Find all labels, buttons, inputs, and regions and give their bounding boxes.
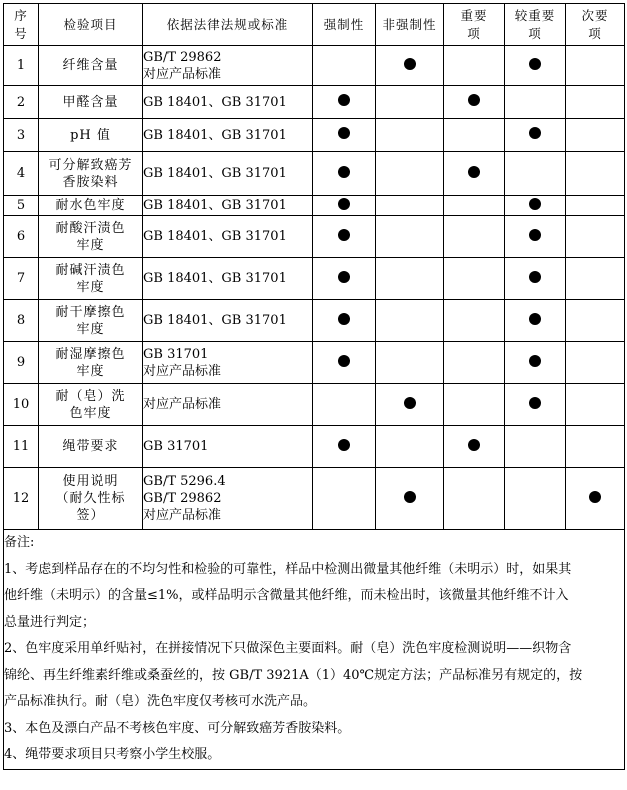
note-line: 2、色牢度采用单纤贴衬，在拼接情况下只做深色主要面料。耐（皂）洗色牢度检测说明——织物含 xyxy=(4,641,572,656)
filled-dot-icon xyxy=(404,58,416,70)
cell-non-mandatory xyxy=(376,86,444,119)
standard-reference xyxy=(143,119,313,152)
cell-mandatory xyxy=(313,342,376,384)
filled-dot-icon xyxy=(529,271,541,283)
cell-fairly-important xyxy=(505,258,566,300)
header-mandatory: 强制性 xyxy=(313,4,376,46)
cell-important xyxy=(444,384,505,426)
standard-reference xyxy=(143,300,313,342)
cell-non-mandatory xyxy=(376,46,444,86)
cell-non-mandatory xyxy=(376,300,444,342)
standard-line: GB 31701 xyxy=(143,439,209,454)
inspection-item: 耐（皂）洗色牢度 xyxy=(39,384,143,426)
row-number: 4 xyxy=(4,152,39,196)
cell-minor xyxy=(566,258,625,300)
filled-dot-icon xyxy=(529,397,541,409)
filled-dot-icon xyxy=(529,355,541,367)
table-row xyxy=(4,342,625,384)
row-number: 7 xyxy=(4,258,39,300)
filled-dot-icon xyxy=(589,491,601,503)
inspection-item: 耐碱汗渍色牢度 xyxy=(39,258,143,300)
cell-non-mandatory xyxy=(376,426,444,468)
cell-minor xyxy=(566,152,625,196)
filled-dot-icon xyxy=(338,127,350,139)
filled-dot-icon xyxy=(529,127,541,139)
cell-fairly-important xyxy=(505,119,566,152)
table-row xyxy=(4,300,625,342)
cell-fairly-important xyxy=(505,384,566,426)
standard-line: GB/T 29862 xyxy=(143,491,222,506)
row-number: 6 xyxy=(4,216,39,258)
cell-mandatory xyxy=(313,216,376,258)
standard-reference xyxy=(143,468,313,530)
standard-line: 对应产品标准 xyxy=(143,363,222,379)
inspection-table-container xyxy=(3,3,624,770)
cell-important xyxy=(444,300,505,342)
cell-non-mandatory xyxy=(376,196,444,216)
standard-line: GB 18401、GB 31701 xyxy=(143,229,287,244)
cell-minor xyxy=(566,216,625,258)
cell-fairly-important xyxy=(505,342,566,384)
header-minor: 次要项 xyxy=(566,4,625,46)
filled-dot-icon xyxy=(529,198,541,210)
standard-line: GB 18401、GB 31701 xyxy=(143,127,287,143)
filled-dot-icon xyxy=(468,439,480,451)
standard-line: 对应产品标准 xyxy=(143,66,222,82)
table-row xyxy=(4,86,625,119)
cell-minor xyxy=(566,300,625,342)
cell-important xyxy=(444,86,505,119)
row-number: 3 xyxy=(4,119,39,152)
row-number: 11 xyxy=(4,426,39,468)
standard-reference xyxy=(143,384,313,426)
standard-reference xyxy=(143,152,313,196)
cell-minor xyxy=(566,342,625,384)
cell-fairly-important xyxy=(505,300,566,342)
cell-important xyxy=(444,426,505,468)
standard-reference xyxy=(143,258,313,300)
inspection-item: pH 值 xyxy=(39,119,143,152)
row-number: 5 xyxy=(4,196,39,216)
standard-reference xyxy=(143,46,313,86)
table-row xyxy=(4,216,625,258)
cell-important xyxy=(444,46,505,86)
row-number: 9 xyxy=(4,342,39,384)
cell-minor xyxy=(566,426,625,468)
table-row xyxy=(4,196,625,216)
standard-line: GB 18401、GB 31701 xyxy=(143,166,287,181)
inspection-item: 绳带要求 xyxy=(39,426,143,468)
standard-line: GB/T 5296.4 xyxy=(143,474,226,489)
inspection-item: 耐干摩擦色牢度 xyxy=(39,300,143,342)
row-number: 2 xyxy=(4,86,39,119)
filled-dot-icon xyxy=(404,397,416,409)
cell-non-mandatory xyxy=(376,258,444,300)
inspection-item: 可分解致癌芳香胺染料 xyxy=(39,152,143,196)
row-number: 12 xyxy=(4,468,39,530)
table-body xyxy=(4,46,625,530)
row-number: 8 xyxy=(4,300,39,342)
filled-dot-icon xyxy=(338,94,350,106)
cell-important xyxy=(444,258,505,300)
filled-dot-icon xyxy=(529,58,541,70)
standard-reference xyxy=(143,86,313,119)
standard-line: GB 18401、GB 31701 xyxy=(143,313,287,328)
header-non-mandatory: 非强制性 xyxy=(376,4,444,46)
cell-fairly-important xyxy=(505,86,566,119)
note-line: 他纤维（未明示）的含量≤1%，或样品明示含微量其他纤维，而未检出时，该微量其他纤维不计入 xyxy=(4,588,569,603)
row-number: 1 xyxy=(4,46,39,86)
filled-dot-icon xyxy=(338,166,350,178)
note-line: 4、绳带要求项目只考察小学生校服。 xyxy=(4,747,221,762)
cell-minor xyxy=(566,46,625,86)
notes-title: 备注: xyxy=(4,535,35,550)
inspection-item: 耐湿摩擦色牢度 xyxy=(39,342,143,384)
cell-mandatory xyxy=(313,468,376,530)
cell-mandatory xyxy=(313,152,376,196)
cell-minor xyxy=(566,468,625,530)
inspection-item: 甲醛含量 xyxy=(39,86,143,119)
cell-fairly-important xyxy=(505,426,566,468)
standard-reference xyxy=(143,426,313,468)
table-row xyxy=(4,119,625,152)
standard-line: GB 18401、GB 31701 xyxy=(143,271,287,286)
cell-minor xyxy=(566,384,625,426)
cell-mandatory xyxy=(313,46,376,86)
cell-mandatory xyxy=(313,384,376,426)
filled-dot-icon xyxy=(338,355,350,367)
inspection-items-table xyxy=(3,3,625,770)
cell-important xyxy=(444,119,505,152)
table-row xyxy=(4,258,625,300)
filled-dot-icon xyxy=(338,198,350,210)
filled-dot-icon xyxy=(338,271,350,283)
filled-dot-icon xyxy=(529,313,541,325)
cell-non-mandatory xyxy=(376,342,444,384)
cell-important xyxy=(444,196,505,216)
inspection-item: 耐水色牢度 xyxy=(39,196,143,216)
header-item: 检验项目 xyxy=(39,4,143,46)
cell-fairly-important xyxy=(505,468,566,530)
cell-important xyxy=(444,468,505,530)
filled-dot-icon xyxy=(529,229,541,241)
header-num: 序号 xyxy=(4,4,39,46)
cell-fairly-important xyxy=(505,216,566,258)
filled-dot-icon xyxy=(338,439,350,451)
cell-mandatory xyxy=(313,426,376,468)
header-fairly-important: 较重要项 xyxy=(505,4,566,46)
filled-dot-icon xyxy=(338,313,350,325)
inspection-item: 使用说明（耐久性标签） xyxy=(39,468,143,530)
cell-minor xyxy=(566,196,625,216)
cell-mandatory xyxy=(313,196,376,216)
filled-dot-icon xyxy=(468,94,480,106)
cell-mandatory xyxy=(313,119,376,152)
cell-fairly-important xyxy=(505,196,566,216)
standard-line: 对应产品标准 xyxy=(143,397,222,412)
standard-line: GB 31701 xyxy=(143,346,209,362)
inspection-item: 耐酸汗渍色牢度 xyxy=(39,216,143,258)
note-line: 总量进行判定； xyxy=(4,614,96,630)
cell-non-mandatory xyxy=(376,152,444,196)
standard-line: 对应产品标准 xyxy=(143,508,222,523)
table-row xyxy=(4,426,625,468)
note-line: 产品标准执行。耐（皂）洗色牢度仅考核可水洗产品。 xyxy=(4,694,317,709)
standard-line: GB/T 29862 xyxy=(143,49,222,65)
cell-non-mandatory xyxy=(376,384,444,426)
cell-non-mandatory xyxy=(376,216,444,258)
notes-cell xyxy=(4,530,625,770)
cell-mandatory xyxy=(313,86,376,119)
standard-line: GB 18401、GB 31701 xyxy=(143,94,287,110)
cell-non-mandatory xyxy=(376,119,444,152)
standard-line: GB 18401、GB 31701 xyxy=(143,198,287,213)
table-header-row xyxy=(4,4,625,46)
filled-dot-icon xyxy=(468,166,480,178)
cell-fairly-important xyxy=(505,46,566,86)
cell-important xyxy=(444,216,505,258)
cell-mandatory xyxy=(313,300,376,342)
cell-non-mandatory xyxy=(376,468,444,530)
cell-minor xyxy=(566,119,625,152)
cell-fairly-important xyxy=(505,152,566,196)
filled-dot-icon xyxy=(404,491,416,503)
row-number: 10 xyxy=(4,384,39,426)
table-row xyxy=(4,152,625,196)
cell-minor xyxy=(566,86,625,119)
notes-row xyxy=(4,530,625,770)
standard-reference xyxy=(143,196,313,216)
header-standard: 依据法律法规或标准 xyxy=(143,4,313,46)
note-line: 锦纶、再生纤维素纤维或桑蚕丝的，按 GB/T 3921A（1）40℃规定方法；产品标准另有规定的，按 xyxy=(4,667,583,683)
note-line: 3、本色及漂白产品不考核色牢度、可分解致癌芳香胺染料。 xyxy=(4,720,351,736)
table-row xyxy=(4,384,625,426)
cell-important xyxy=(444,342,505,384)
standard-reference xyxy=(143,216,313,258)
standard-reference xyxy=(143,342,313,384)
note-line: 1、考虑到样品存在的不均匀性和检验的可靠性，样品中检测出微量其他纤维（未明示）时，如果其 xyxy=(4,561,572,577)
cell-important xyxy=(444,152,505,196)
inspection-item: 纤维含量 xyxy=(39,46,143,86)
cell-mandatory xyxy=(313,258,376,300)
table-row xyxy=(4,46,625,86)
table-row xyxy=(4,468,625,530)
filled-dot-icon xyxy=(338,229,350,241)
header-important: 重要项 xyxy=(444,4,505,46)
